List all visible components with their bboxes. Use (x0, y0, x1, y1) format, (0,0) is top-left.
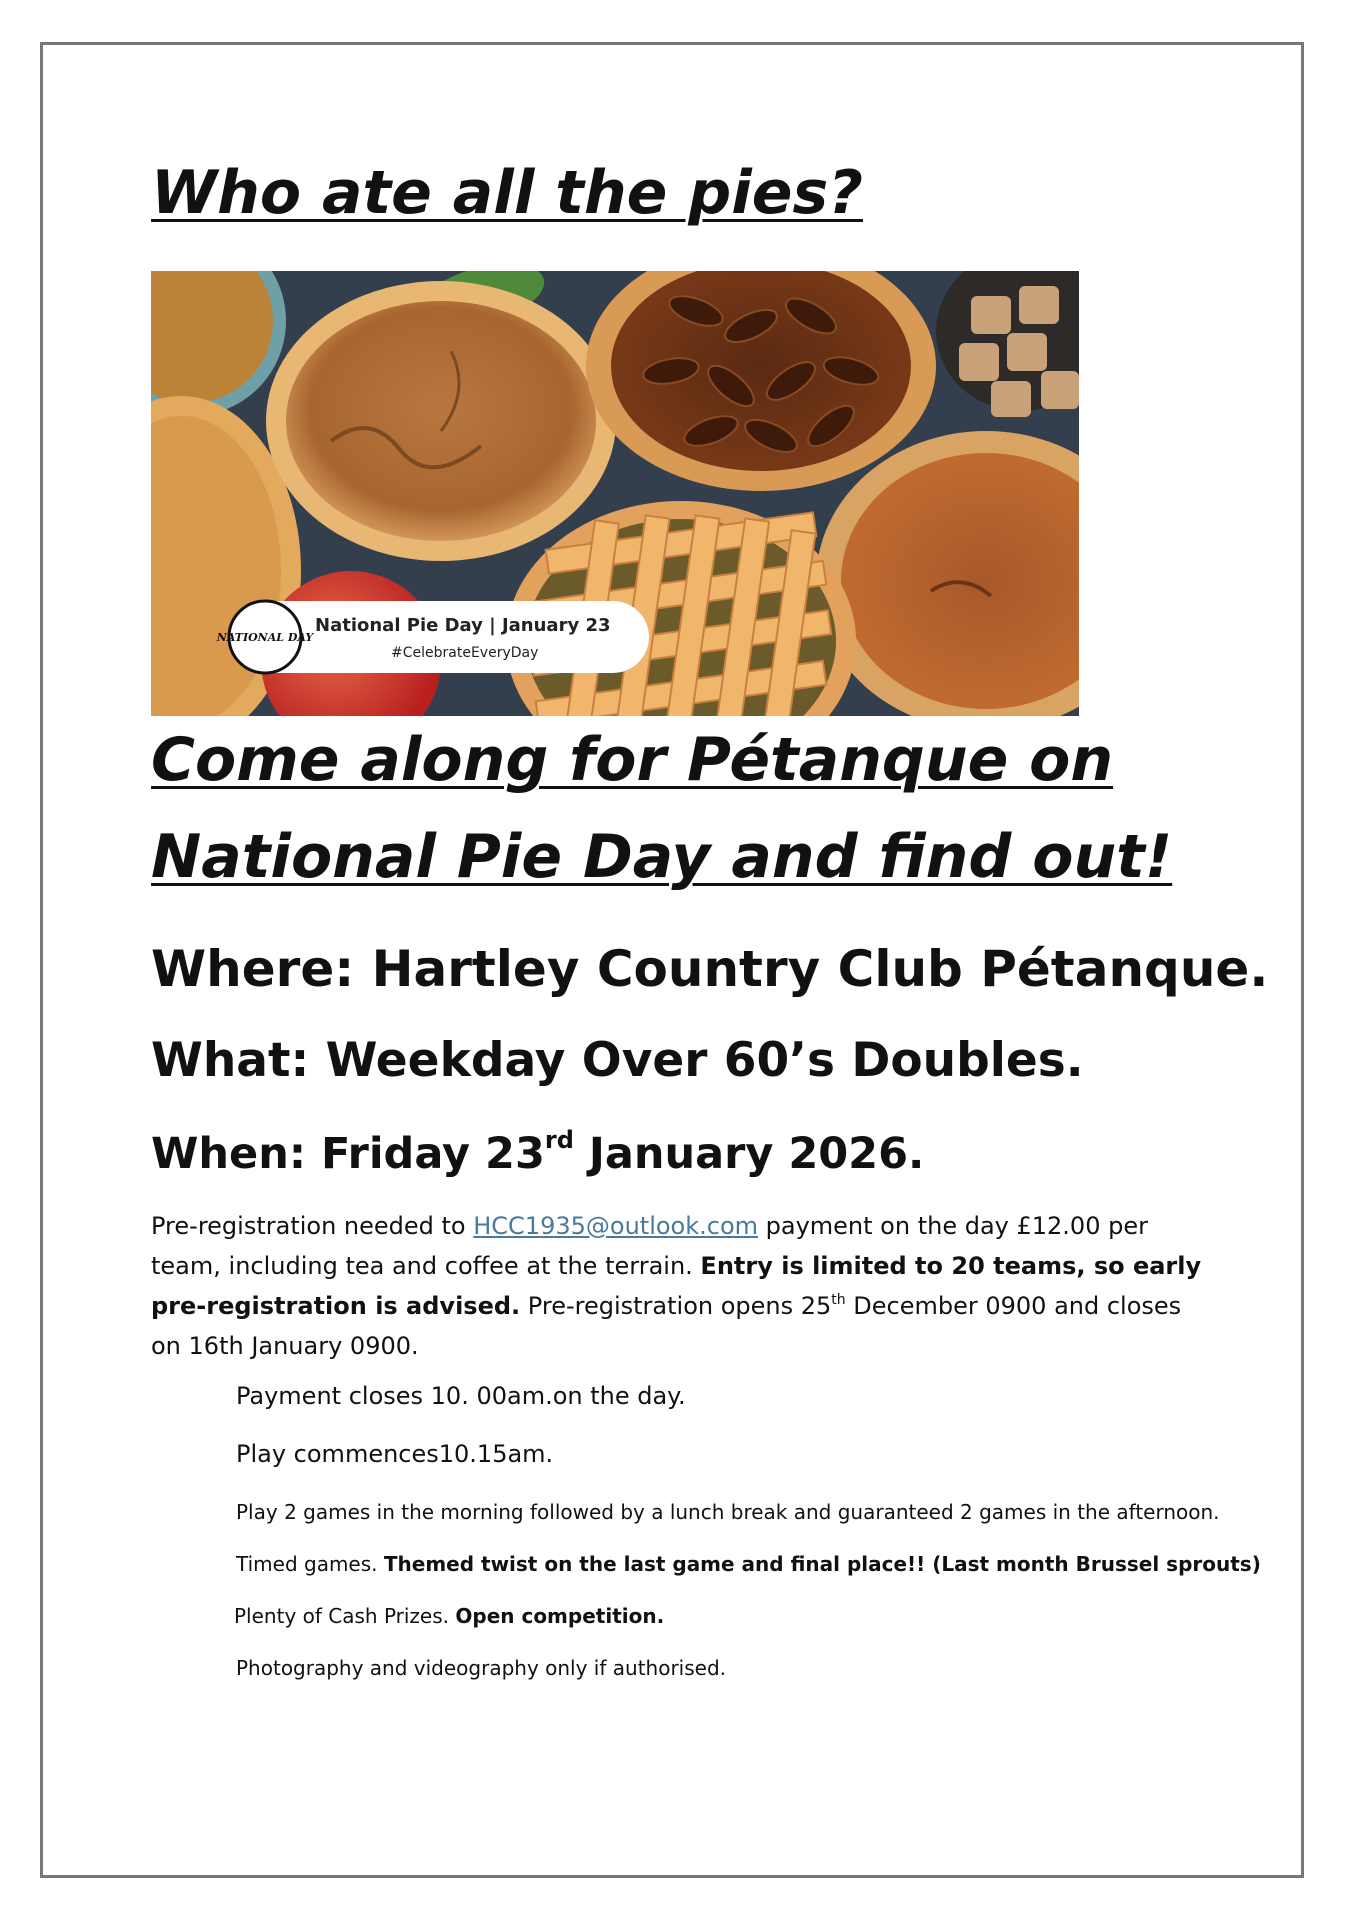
photo-line: Photography and videography only if authorised. (236, 1656, 726, 1680)
timed-plain: Timed games. (236, 1552, 384, 1576)
page-title: Who ate all the pies? (151, 158, 863, 228)
para-text-4: December 0900 and closes on 16th January 0900. (151, 1292, 1182, 1360)
prizes-line (234, 1604, 664, 1628)
when-suffix: January 2026. (573, 1129, 925, 1179)
when-sup: rd (544, 1126, 574, 1154)
payment-line: Payment closes 10. 00am.on the day. (236, 1382, 686, 1410)
pie-photo (151, 271, 1079, 716)
prizes-plain: Plenty of Cash Prizes. (234, 1604, 456, 1628)
headline-line2: National Pie Day and find out! (151, 822, 1173, 892)
para-text-2: payment on the day £12.00 per team, including tea and coffee at the terrain. (151, 1212, 1148, 1280)
badge-logo: NATIONAL DAY (216, 631, 314, 644)
where-line: Where: Hartley Country Club Pétanque. (151, 940, 1269, 998)
prizes-bold: Open competition. (455, 1604, 665, 1628)
para-bold: Entry is limited to 20 teams, so early pre-registration is advised. (151, 1252, 1202, 1320)
when-line (151, 1126, 924, 1179)
what-line: What: Weekday Over 60’s Doubles. (151, 1033, 1084, 1088)
para-sup: th (831, 1292, 846, 1308)
email-link[interactable]: HCC1935@outlook.com (473, 1212, 759, 1240)
badge-line1: National Pie Day | January 23 (315, 615, 611, 636)
registration-paragraph (151, 1206, 1211, 1366)
play-line: Play commences10.15am. (236, 1440, 554, 1468)
when-prefix: When: Friday 23 (151, 1129, 545, 1179)
headline-line1: Come along for Pétanque on (151, 725, 1114, 795)
timed-line (236, 1552, 1261, 1576)
games-line: Play 2 games in the morning followed by a lunch break and guaranteed 2 games in the afternoon. (236, 1500, 1220, 1524)
para-text-1: Pre-registration needed to (151, 1212, 474, 1240)
timed-bold: Themed twist on the last game and final place!! (Last month Brussel sprouts) (383, 1552, 1261, 1576)
para-text-3: Pre-registration opens 25 (520, 1292, 832, 1320)
badge-line2: #CelebrateEveryDay (391, 645, 539, 661)
